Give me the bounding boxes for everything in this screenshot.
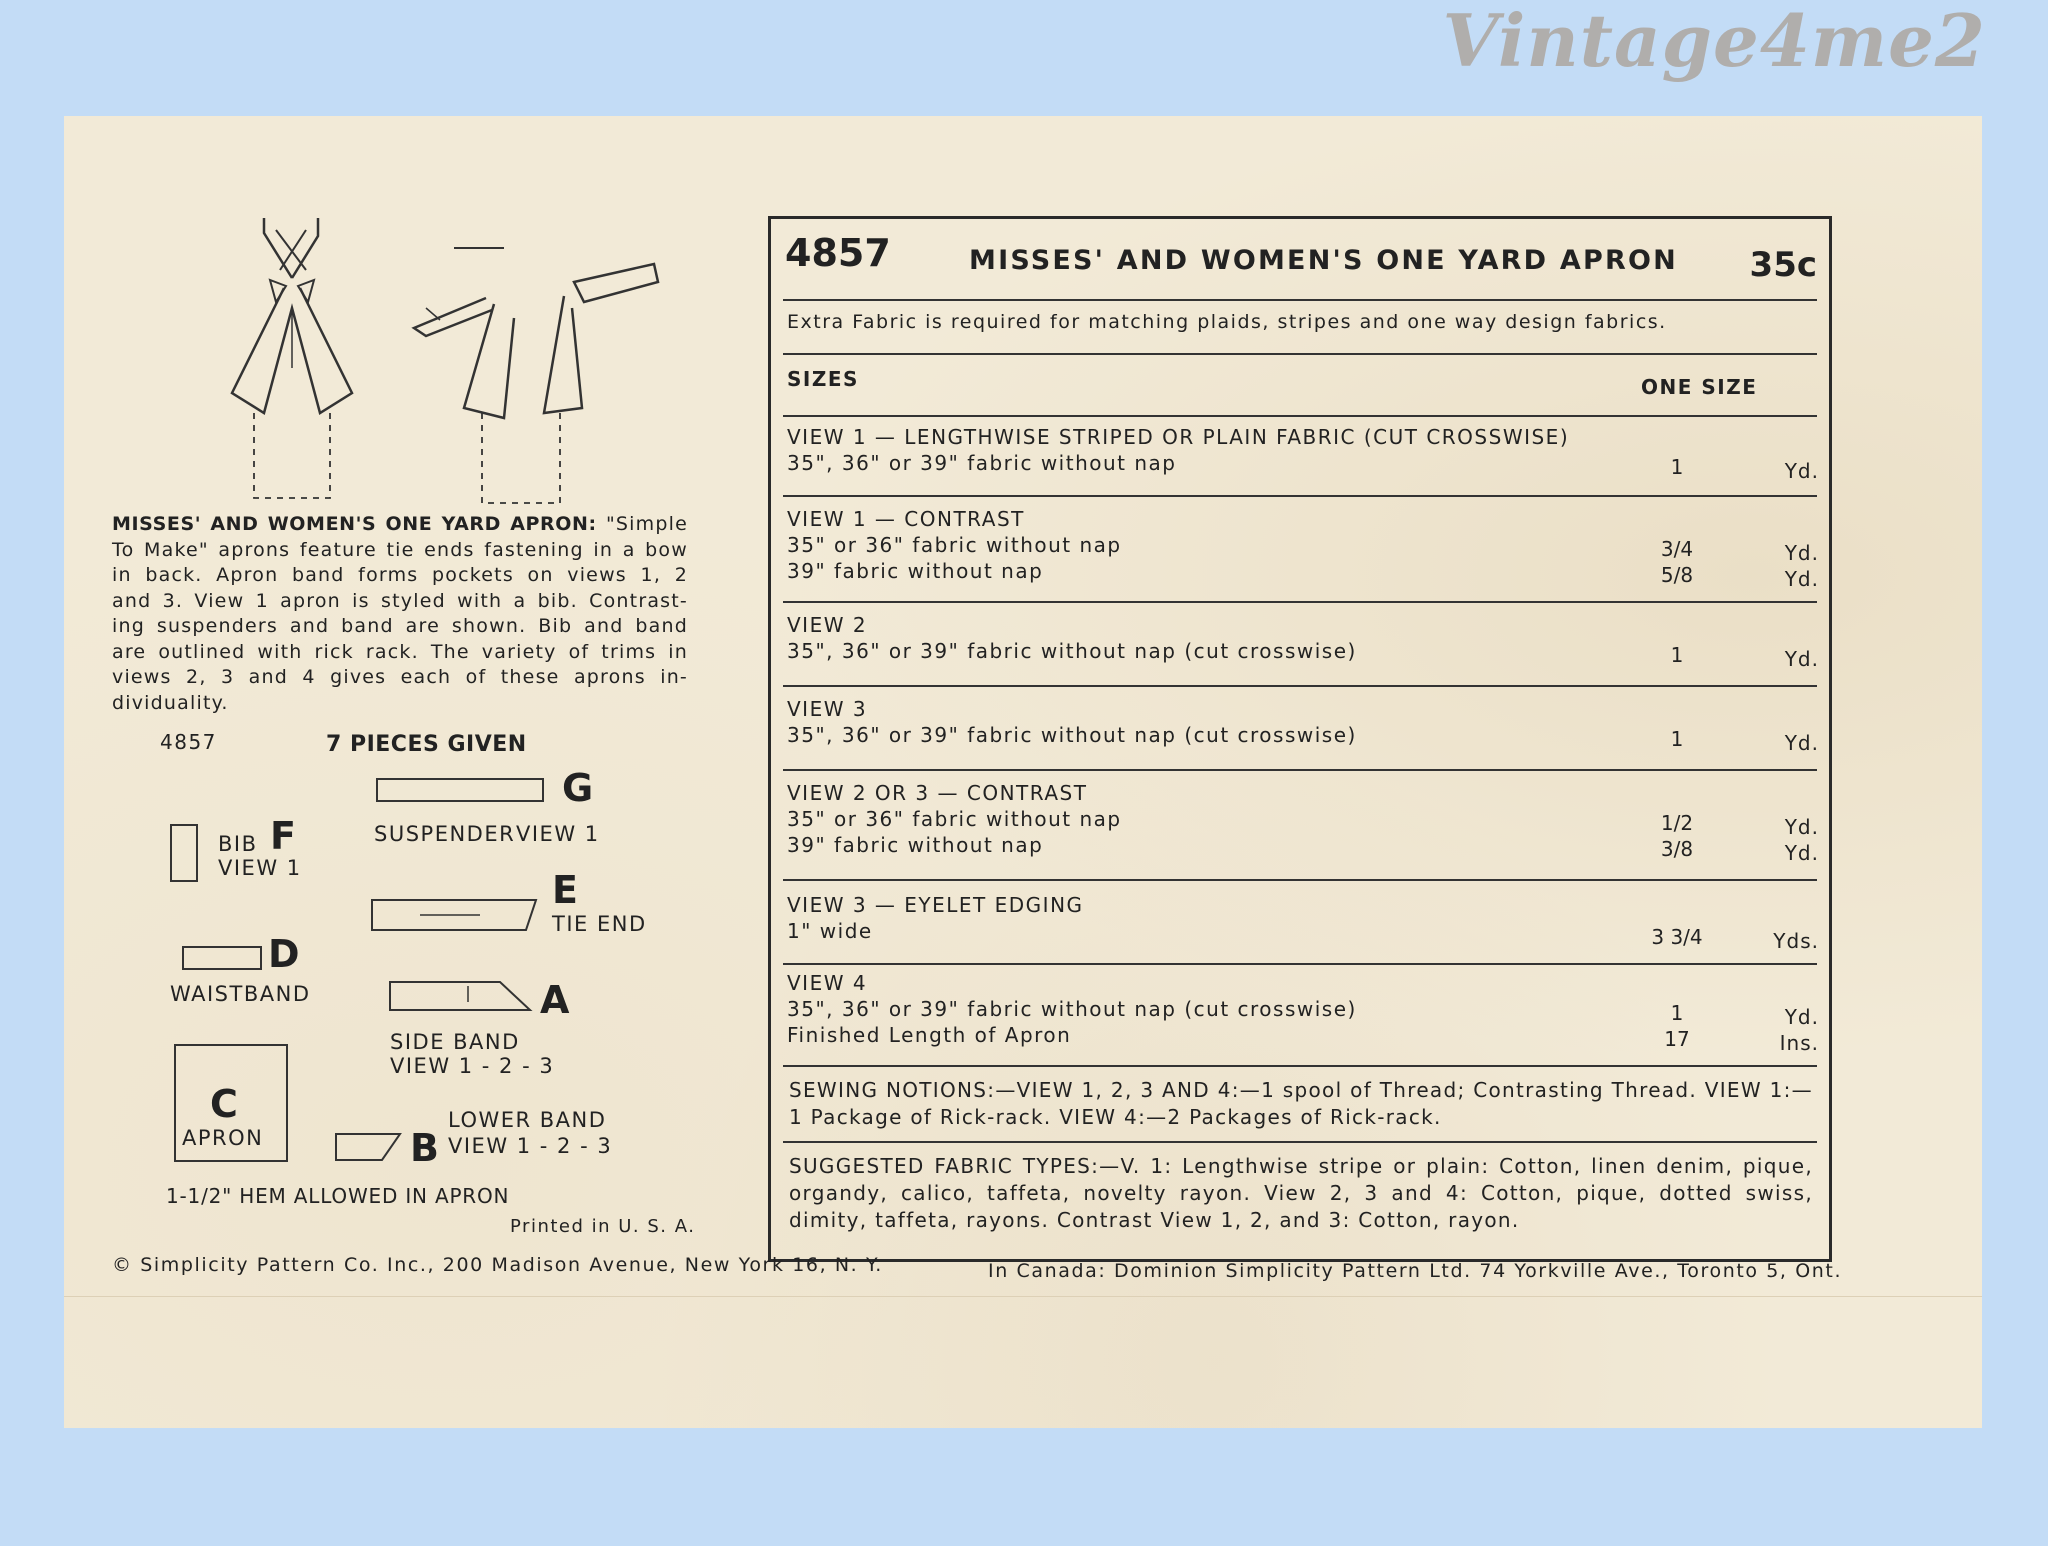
piece-b-name: LOWER BAND	[448, 1108, 607, 1132]
row-amount: 3/8	[1660, 837, 1694, 861]
footer-publisher: © Simplicity Pattern Co. Inc., 200 Madison Avenue, New York 16, N. Y.	[112, 1254, 883, 1276]
row-fabric: 35", 36" or 39" fabric without nap (cut crosswise)	[787, 639, 1357, 663]
row-fabric: 1" wide	[787, 919, 873, 943]
row-unit: Yd.	[1784, 841, 1819, 865]
pieces-count-title: 7 PIECES GIVEN	[326, 732, 527, 757]
row-unit: Ins.	[1779, 1031, 1819, 1055]
section-heading: VIEW 3 — EYELET EDGING	[787, 893, 1084, 917]
row-unit: Yd.	[1784, 815, 1819, 839]
pieces-pattern-number: 4857	[160, 730, 217, 754]
chart-rule	[783, 415, 1817, 417]
description-line: are outlined with rick rack. The variety of trims in	[112, 640, 688, 663]
chart-rule	[783, 299, 1817, 301]
section-heading: VIEW 4	[787, 971, 868, 995]
row-unit: Yd.	[1784, 567, 1819, 591]
pattern-description	[112, 512, 688, 716]
piece-c-name: APRON	[182, 1126, 264, 1150]
section-heading: VIEW 2 OR 3 — CONTRAST	[787, 781, 1088, 805]
piece-f-name: BIB	[218, 832, 258, 856]
row-unit: Yd.	[1784, 1005, 1819, 1029]
hem-note: 1-1/2" HEM ALLOWED IN APRON	[166, 1184, 510, 1208]
row-amount: 17	[1664, 1027, 1690, 1051]
piece-a-view: VIEW 1 - 2 - 3	[390, 1054, 555, 1078]
pattern-envelope-back	[64, 116, 1982, 1428]
footer-canada: In Canada: Dominion Simplicity Pattern Ltd. 74 Yorkville Ave., Toronto 5, Ont.	[988, 1260, 1843, 1282]
piece-e-name: TIE END	[552, 912, 647, 936]
piece-a-shape	[388, 978, 534, 1014]
section-heading: VIEW 1 — LENGTHWISE STRIPED OR PLAIN FABRIC (CUT CROSSWISE)	[787, 425, 1570, 449]
chart-rule	[783, 879, 1817, 881]
row-unit: Yd.	[1784, 647, 1819, 671]
chart-rule	[783, 769, 1817, 771]
row-amount: 1	[1670, 727, 1684, 751]
sizes-label: SIZES	[787, 367, 859, 391]
piece-f-shape	[170, 824, 198, 882]
chart-rule	[783, 601, 1817, 603]
piece-d-letter: D	[268, 932, 300, 976]
suggested-fabric-types: SUGGESTED FABRIC TYPES:—V. 1: Lengthwise stripe or plain: Cotton, linen denim, pique, organdy, calico, taffeta, novelty rayon. View 2, 3 and 4: Cotton, pique, dotted swiss, dimity, taffeta, rayons. Contrast View 1, 2, and 3: Cotton, rayon.	[789, 1154, 1813, 1232]
piece-a-name: SIDE BAND	[390, 1030, 520, 1054]
size-value: ONE SIZE	[1641, 375, 1758, 399]
piece-b-letter: B	[410, 1126, 439, 1170]
section-heading: VIEW 2	[787, 613, 868, 637]
row-fabric: 39" fabric without nap	[787, 833, 1044, 857]
piece-g-letter: G	[562, 766, 594, 810]
row-unit: Yds.	[1773, 929, 1819, 953]
section-heading: VIEW 1 — CONTRAST	[787, 507, 1025, 531]
yardage-chart	[768, 216, 1832, 1262]
piece-g-name: SUSPENDER	[374, 822, 516, 846]
description-line: and 3. View 1 apron is styled with a bib. Contrast-	[112, 589, 688, 612]
chart-pattern-number: 4857	[785, 231, 891, 275]
piece-b-shape	[334, 1130, 404, 1164]
row-amount: 1	[1670, 455, 1684, 479]
piece-d-shape	[182, 946, 262, 970]
sewing-notions: SEWING NOTIONS:—VIEW 1, 2, 3 AND 4:—1 spool of Thread; Contrasting Thread. VIEW 1:— 1 Package of Rick-rack. VIEW 4:—2 Packages of Rick-rack.	[789, 1078, 1813, 1129]
printed-in-usa: Printed in U. S. A.	[510, 1216, 696, 1237]
description-line: "Simple	[605, 513, 688, 535]
row-amount: 1/2	[1660, 811, 1694, 835]
description-line: views 2, 3 and 4 gives each of these aprons in-	[112, 666, 688, 688]
piece-f-letter: F	[270, 814, 296, 858]
description-line: To Make" aprons feature tie ends fastening in a bow	[112, 538, 688, 561]
row-amount: 3 3/4	[1651, 925, 1703, 949]
chart-note: Extra Fabric is required for matching plaids, stripes and one way design fabrics.	[787, 311, 1667, 333]
piece-g-view: VIEW 1	[516, 822, 600, 846]
chart-rule	[783, 495, 1817, 497]
description-heading: MISSES' AND WOMEN'S ONE YARD APRON:	[112, 513, 597, 535]
row-fabric: 35", 36" or 39" fabric without nap (cut crosswise)	[787, 723, 1357, 747]
description-line: ing suspenders and band are shown. Bib and band	[112, 615, 688, 637]
chart-rule	[783, 685, 1817, 687]
row-amount: 1	[1670, 643, 1684, 667]
piece-e-letter: E	[552, 868, 578, 912]
row-amount: 3/4	[1660, 537, 1694, 561]
chart-price: 35c	[1749, 245, 1817, 285]
piece-b-view: VIEW 1 - 2 - 3	[448, 1134, 613, 1158]
piece-c-letter: C	[210, 1082, 238, 1126]
piece-d-name: WAISTBAND	[170, 982, 311, 1006]
row-fabric: 35" or 36" fabric without nap	[787, 533, 1122, 557]
row-fabric: 35" or 36" fabric without nap	[787, 807, 1122, 831]
chart-rule	[783, 1141, 1817, 1143]
piece-f-view: VIEW 1	[218, 856, 302, 880]
section-heading: VIEW 3	[787, 697, 868, 721]
chart-rule	[783, 353, 1817, 355]
description-line: in back. Apron band forms pockets on views 1, 2	[112, 564, 688, 586]
chart-rule	[783, 963, 1817, 965]
row-fabric: Finished Length of Apron	[787, 1023, 1072, 1047]
row-unit: Yd.	[1784, 541, 1819, 565]
row-amount: 5/8	[1660, 563, 1694, 587]
row-unit: Yd.	[1784, 731, 1819, 755]
row-unit: Yd.	[1784, 459, 1819, 483]
chart-rule	[783, 1065, 1817, 1067]
row-amount: 1	[1670, 1001, 1684, 1025]
chart-title: MISSES' AND WOMEN'S ONE YARD APRON	[969, 245, 1678, 276]
row-fabric: 35", 36" or 39" fabric without nap	[787, 451, 1177, 475]
piece-a-letter: A	[540, 978, 570, 1022]
piece-e-shape	[370, 896, 540, 936]
watermark-text: Vintage4me2	[1442, 0, 1986, 83]
row-fabric: 35", 36" or 39" fabric without nap (cut crosswise)	[787, 997, 1357, 1021]
piece-g-shape	[376, 778, 544, 802]
fold-line	[64, 1296, 1982, 1297]
description-line: dividuality.	[112, 691, 229, 714]
apron-illustration	[214, 208, 674, 508]
row-fabric: 39" fabric without nap	[787, 559, 1044, 583]
